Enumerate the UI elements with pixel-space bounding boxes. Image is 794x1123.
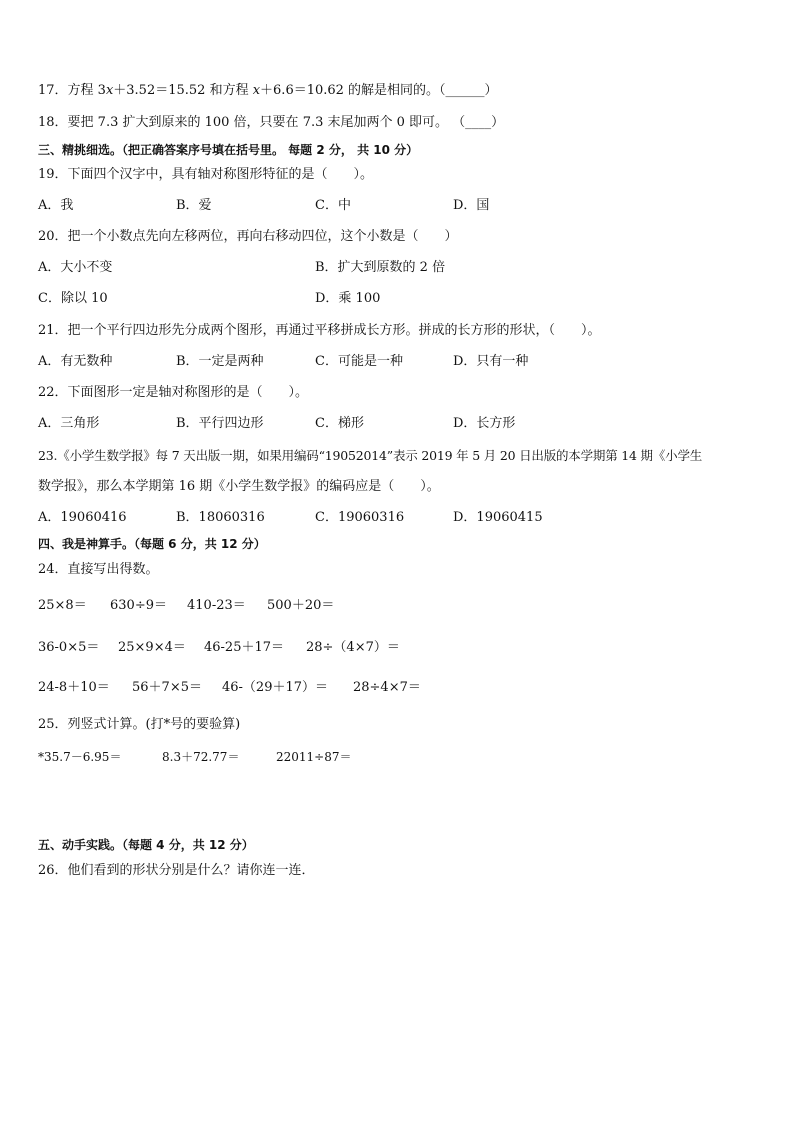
- section-5-heading: 五、动手实践。（每题 4 分，共 12 分）: [38, 838, 254, 852]
- q24-item: 24-8＋10＝: [38, 680, 110, 695]
- q23-option-a: A．19060416: [38, 510, 127, 525]
- q20-option-a: A．大小不变: [38, 260, 113, 275]
- q21-option-b: B．一定是两种: [176, 354, 264, 369]
- section-3-heading: 三、精挑细选。（把正确答案序号填在括号里。 每题 2 分， 共 10 分）: [38, 143, 419, 157]
- q23-stem-line2: 数学报》，那么本学期第 16 期《小学生数学报》的编码应是（ ）。: [38, 479, 440, 494]
- q20-option-b: B．扩大到原数的 2 倍: [315, 260, 446, 275]
- q20-option-d: D．乘 100: [315, 291, 381, 306]
- q22-option-b: B．平行四边形: [176, 416, 264, 431]
- q22-stem: 22．下面图形一定是轴对称图形的是（ ）。: [38, 385, 309, 400]
- q24-item: 36-0×5＝: [38, 640, 100, 655]
- q24-item: 25×9×4＝: [118, 640, 186, 655]
- q26-stem: 26．他们看到的形状分别是什么？请你连一连．: [38, 863, 315, 878]
- q23-stem-line1: 23.《小学生数学报》每 7 天出版一期，如果用编码“19052014”表示 2019 年 5 月 20 日出版的本学期第 14 期《小学生: [38, 448, 703, 463]
- q24-item: 630÷9＝: [110, 598, 167, 613]
- q24-item: 410-23＝: [187, 598, 246, 613]
- q21-option-a: A．有无数种: [38, 354, 113, 369]
- q19-option-a: A．我: [38, 198, 74, 213]
- q24-item: 28÷（4×7）＝: [306, 640, 400, 655]
- q20-option-c: C．除以 10: [38, 291, 108, 306]
- q23-option-b: B．18060316: [176, 510, 265, 525]
- q22-option-d: D．长方形: [453, 416, 516, 431]
- q19-stem: 19．下面四个汉字中，具有轴对称图形特征的是（ ）。: [38, 167, 374, 182]
- q18-line: 18．要把 7.3 扩大到原来的 100 倍，只要在 7.3 末尾加两个 0 即可。 （____）: [38, 115, 505, 130]
- q24-item: 28÷4×7＝: [353, 680, 421, 695]
- q24-item: 500＋20＝: [267, 598, 335, 613]
- section-4-heading: 四、我是神算手。（每题 6 分，共 12 分）: [38, 537, 266, 551]
- q25-item: *35.7－6.95＝: [38, 750, 122, 764]
- q23-option-d: D．19060415: [453, 510, 543, 525]
- q24-item: 46-25＋17＝: [204, 640, 285, 655]
- q25-item: 8.3＋72.77＝: [162, 750, 240, 764]
- q22-option-c: C．梯形: [315, 416, 364, 431]
- q23-option-c: C．19060316: [315, 510, 405, 525]
- q17-line: 17．方程 3𝑥＋3.52＝15.52 和方程 𝑥＋6.6＝10.62 的解是相同的。（______）: [38, 83, 498, 98]
- q19-option-c: C．中: [315, 198, 351, 213]
- q24-stem: 24．直接写出得数。: [38, 562, 159, 577]
- q25-item: 22011÷87＝: [276, 750, 352, 764]
- q21-stem: 21．把一个平行四边形先分成两个图形，再通过平移拼成长方形。拼成的长方形的形状，（ ）。: [38, 323, 601, 338]
- q24-item: 25×8＝: [38, 598, 87, 613]
- q24-item: 56＋7×5＝: [132, 680, 202, 695]
- q24-item: 46-（29＋17）＝: [222, 680, 329, 695]
- q19-option-b: B．爱: [176, 198, 212, 213]
- q21-option-d: D．只有一种: [453, 354, 529, 369]
- q22-option-a: A．三角形: [38, 416, 100, 431]
- q20-stem: 20．把一个小数点先向左移两位，再向右移动四位，这个小数是（ ）: [38, 229, 458, 244]
- q25-stem: 25．列竖式计算。(打*号的要验算): [38, 717, 241, 732]
- q19-option-d: D．国: [453, 198, 490, 213]
- q21-option-c: C．可能是一种: [315, 354, 403, 369]
